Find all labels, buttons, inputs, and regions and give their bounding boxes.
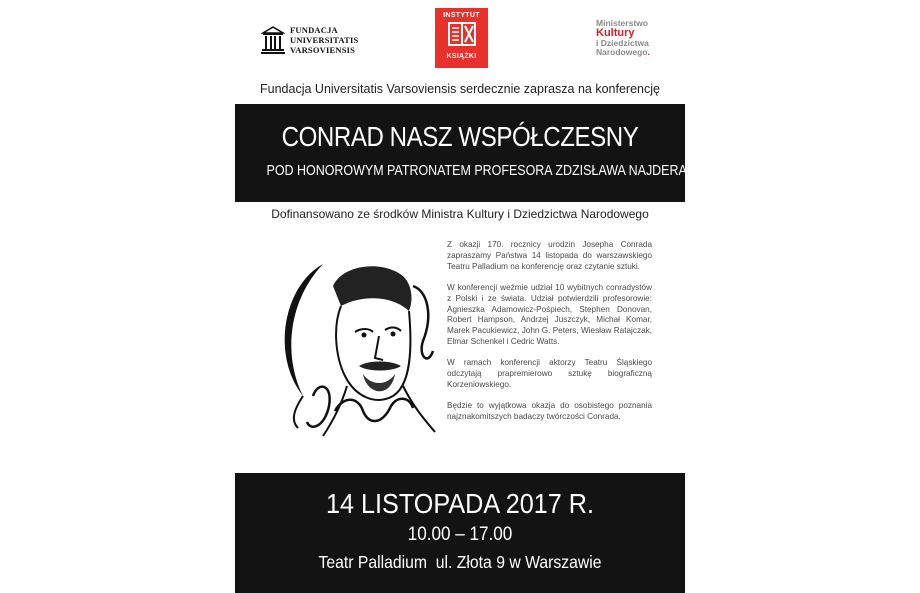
event-venue: Teatr Palladium ul. Złota 9 w Warszawie — [318, 552, 602, 572]
book-icon — [448, 22, 476, 46]
description-text — [447, 240, 652, 433]
building-icon — [261, 25, 285, 55]
mk-line-kultury: Kultury — [596, 27, 635, 39]
fundacja-line: UNIVERSITATIS — [290, 35, 359, 45]
invitation-line: Fundacja Universitatis Varsoviensis serdecznie zaprasza na konferencję — [260, 82, 660, 96]
fundacja-line: VARSOVIENSIS — [290, 45, 356, 55]
patronage-subtitle: POD HONOROWYM PATRONATEM PROFESORA ZDZISŁAWA NAJDERA — [266, 163, 687, 179]
paragraph-reading: W ramach konferencji aktorzy Teatru Śląskiego odczytają prapremierowo sztukę biograficzną Korzeniowskiego. — [447, 358, 652, 389]
title-band — [235, 104, 685, 202]
fundacja-logo — [261, 22, 381, 58]
mk-dot: . — [647, 47, 650, 57]
event-details-band — [235, 473, 685, 593]
fundacja-name — [290, 25, 358, 55]
instytut-top-label: INSTYTUT — [443, 12, 480, 19]
event-time: 10.00 – 17.00 — [407, 524, 513, 545]
mk-line: Narodowego — [596, 47, 648, 57]
paragraph-speakers: W konferencji weźmie udział 10 wybitnych conradystów z Polski i ze świata. Udział potwierdzili profesorowie: Agnieszka Adamowicz-Pośpiech, Stephen Donovan, Robert Hampson, Andrzej Juszczyk, Michał Komar, Marek Pacukiewicz, John G. Peters, Wiesław Ratajczak, Elmar Schenkel i Cedric Watts. — [447, 282, 652, 347]
mk-line: Ministerstwo — [596, 18, 648, 28]
paragraph-closing: Będzie to wyjątkowa okazja do osobistego poznania najznakomitszych badaczy twórczości Conrada. — [447, 400, 652, 421]
fundacja-line: FUNDACJA — [290, 25, 338, 35]
mk-line: i Dziedzictwa — [596, 38, 649, 48]
instytut-ksiazki-logo — [435, 8, 488, 68]
conrad-portrait-illustration — [263, 246, 441, 444]
event-date: 14 LISTOPADA 2017 R. — [325, 488, 595, 519]
paragraph-anniversary: Z okazji 170. rocznicy urodzin Josepha Conrada zapraszamy Państwa 14 listopada do warszawskiego Teatru Palladium na konferencję oraz czytanie sztuki. — [447, 240, 652, 271]
conference-title: CONRAD NASZ WSPÓŁCZESNY — [281, 121, 639, 152]
poster — [235, 0, 685, 593]
instytut-bottom-label: KSIĄŻKI — [446, 53, 477, 60]
cofinancing-note: Dofinansowano ze środków Ministra Kultury i Dziedzictwa Narodowego — [271, 207, 649, 221]
ministerstwo-logo — [596, 19, 676, 57]
